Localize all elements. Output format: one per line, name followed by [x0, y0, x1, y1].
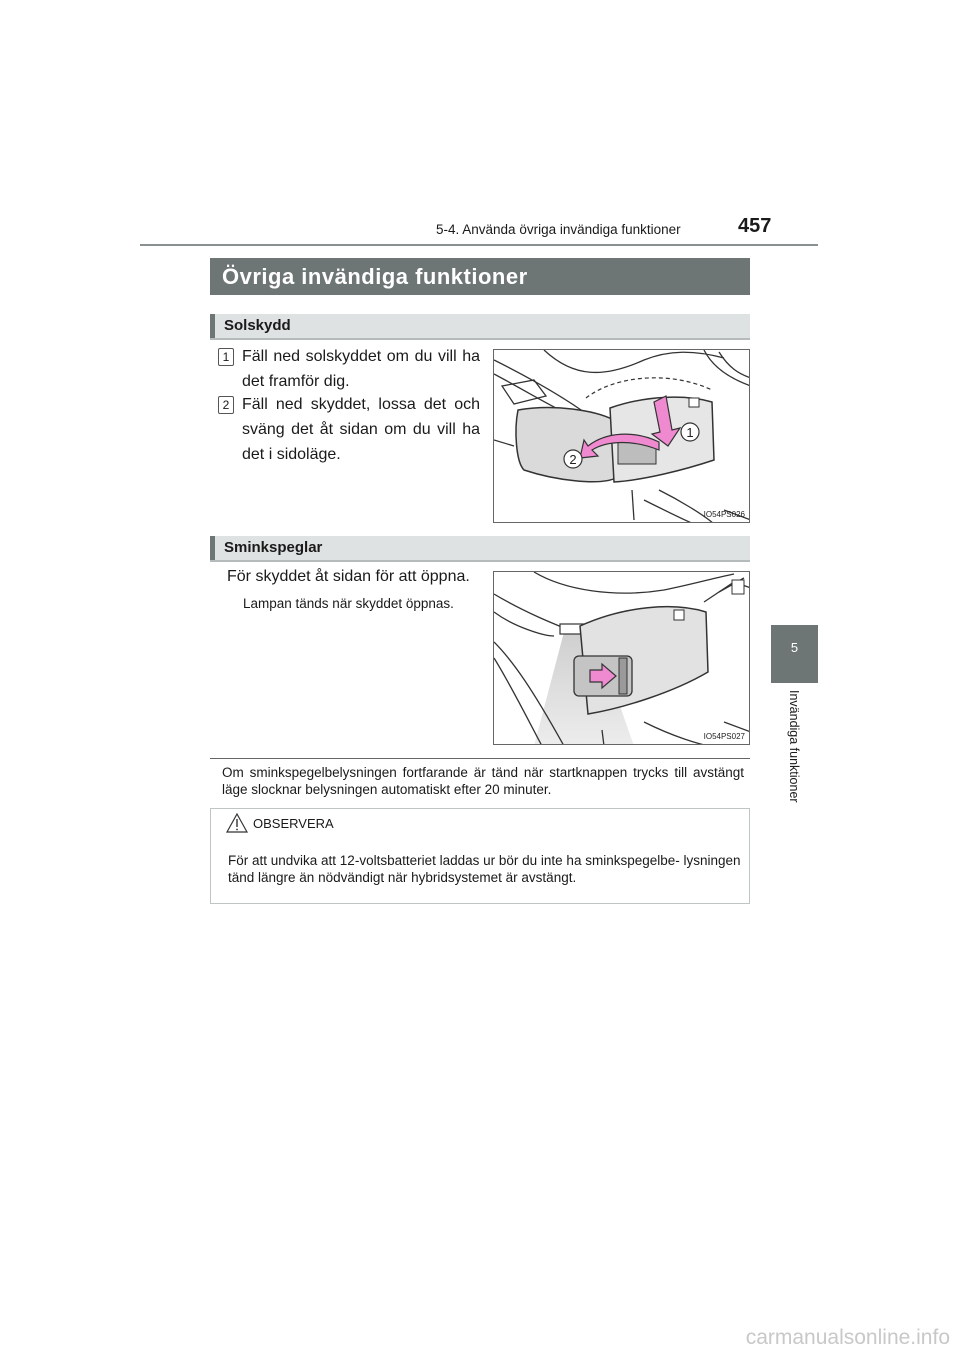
warning-triangle-icon — [226, 813, 248, 833]
vanity-sub-note: Lampan tänds när skyddet öppnas. — [243, 596, 454, 611]
step-2 — [218, 392, 480, 467]
heading-accent-bar — [210, 536, 215, 560]
caution-label: OBSERVERA — [253, 816, 334, 831]
section-heading-sun-visor — [210, 314, 750, 340]
vanity-mirror-illustration — [493, 571, 750, 745]
watermark: carmanualsonline.info — [745, 1326, 950, 1349]
section-heading-text: Sminkspeglar — [224, 539, 323, 556]
step-1 — [218, 344, 480, 394]
note-text: Om sminkspegelbelysningen fortfarande är tänd när startknappen trycks till avstängt läge slocknar belysningen automatiskt efter 20 minuter. — [222, 765, 744, 797]
step-number: 1 — [218, 348, 234, 366]
vanity-mirror-drawing — [494, 572, 750, 745]
heading-accent-bar — [210, 314, 215, 338]
note-divider — [210, 758, 750, 759]
sun-visor-illustration — [493, 349, 750, 523]
vanity-instruction: För skyddet åt sidan för att öppna. — [227, 568, 470, 585]
chapter-label — [760, 690, 830, 830]
callout-1: 1 — [686, 425, 694, 440]
step-text: Fäll ned solskyddet om du vill ha det framför dig. — [242, 348, 480, 390]
figure-code: IO54PS026 — [703, 510, 745, 519]
chapter-label-text: Invändiga funktioner — [787, 690, 801, 803]
sun-visor-drawing — [494, 350, 750, 523]
step-text: Fäll ned skyddet, lossa det och sväng det åt sidan om du vill ha det i sidoläge. — [242, 396, 480, 463]
figure-code: IO54PS027 — [703, 732, 745, 741]
step-number: 2 — [218, 396, 234, 414]
section-heading-text: Solskydd — [224, 317, 291, 334]
chapter-tab: 5 — [771, 625, 818, 683]
section-heading-vanity-mirror — [210, 536, 750, 562]
header-section-title: 5-4. Använda övriga invändiga funktioner — [436, 222, 681, 237]
callout-2: 2 — [569, 452, 577, 467]
header-rule — [140, 244, 818, 246]
caution-text: För att undvika att 12-voltsbatteriet laddas ur bör du inte ha sminkspegelbe- lysningen tänd längre än nödvändigt när hybridsystemet är avstängt. — [228, 853, 741, 885]
page-title: Övriga invändiga funktioner — [210, 258, 750, 295]
page-number: 457 — [738, 215, 772, 237]
